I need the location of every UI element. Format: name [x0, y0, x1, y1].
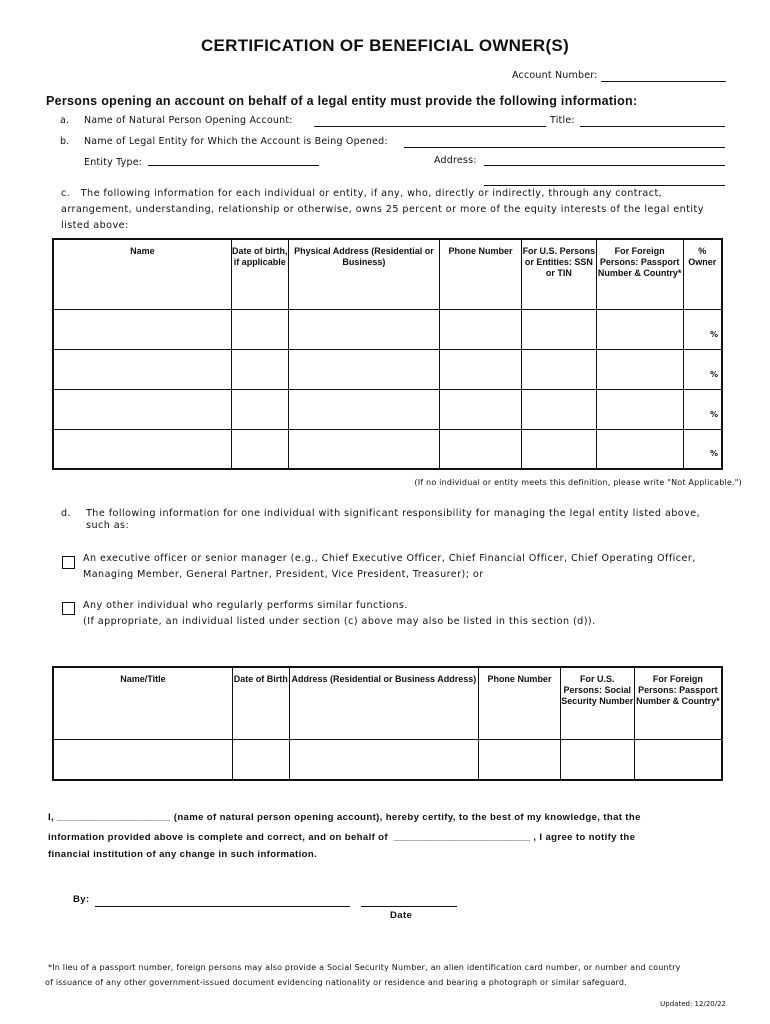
other-individual-checkbox[interactable] — [62, 602, 75, 615]
header-address: Address (Residential or Business Address) — [289, 667, 478, 739]
cell-name-title[interactable] — [53, 739, 232, 780]
table-row — [53, 309, 722, 349]
header-passport: For Foreign Persons: Passport Number & Country* — [634, 667, 722, 739]
beneficial-owners-table — [52, 238, 723, 470]
date-field[interactable] — [361, 906, 457, 907]
cell-dob[interactable] — [231, 349, 288, 389]
header-physical-address: Physical Address (Residential or Business) — [288, 239, 440, 309]
table-header-row — [53, 667, 722, 739]
cell-phone[interactable] — [440, 349, 522, 389]
cell-dob[interactable] — [231, 429, 288, 469]
section-b-marker: b. — [60, 136, 70, 147]
legal-entity-field[interactable] — [404, 147, 725, 148]
cell-phone[interactable] — [440, 429, 522, 469]
table-header-row — [53, 239, 722, 309]
cell-passport[interactable] — [596, 309, 683, 349]
account-number-label: Account Number: — [512, 70, 598, 81]
title-label: Title: — [550, 115, 575, 126]
cell-name[interactable] — [53, 389, 231, 429]
footnote-line1: *In lieu of a passport number, foreign persons may also provide a Social Security Number, an alien identification card number, or number and country — [48, 963, 681, 972]
certification-line2: information provided above is complete and correct, and on behalf of ________________________ , I agree to notify the — [48, 832, 636, 843]
cell-phone[interactable] — [440, 389, 522, 429]
by-label: By: — [73, 894, 90, 905]
section-c-line1: c. The following information for each individual or entity, if any, who, directly or indirectly, through any contract, — [61, 188, 663, 199]
address-field[interactable] — [484, 165, 725, 166]
cell-percent[interactable]: % — [683, 389, 722, 429]
signature-field[interactable] — [95, 906, 350, 907]
entity-type-field[interactable] — [148, 165, 319, 166]
control-person-table — [52, 666, 723, 781]
cell-ssn[interactable] — [521, 389, 596, 429]
cell-passport[interactable] — [596, 429, 683, 469]
cell-passport[interactable] — [596, 389, 683, 429]
cell-address[interactable] — [288, 389, 440, 429]
table-row — [53, 429, 722, 469]
cell-dob[interactable] — [231, 389, 288, 429]
natural-person-field[interactable] — [314, 126, 546, 127]
section-a-marker: a. — [60, 115, 70, 126]
cell-dob[interactable] — [232, 739, 289, 780]
executive-officer-checkbox[interactable] — [62, 556, 75, 569]
cell-name[interactable] — [53, 309, 231, 349]
main-heading: Persons opening an account on behalf of a legal entity must provide the following information: — [46, 94, 638, 108]
section-c-line2: arrangement, understanding, relationship or otherwise, owns 25 percent or more of the equity interests of the legal entity — [61, 204, 704, 215]
option2-line1: Any other individual who regularly performs similar functions. — [83, 600, 408, 611]
cell-address[interactable] — [289, 739, 478, 780]
title-field[interactable] — [580, 126, 725, 127]
cell-ssn[interactable] — [560, 739, 634, 780]
entity-type-label: Entity Type: — [84, 157, 143, 168]
cell-ssn[interactable] — [521, 429, 596, 469]
table-row — [53, 349, 722, 389]
account-number-field[interactable] — [601, 81, 726, 82]
table-row — [53, 739, 722, 780]
section-d-line1: The following information for one individual with significant responsibility for managing the legal entity listed above, — [86, 508, 701, 519]
certification-line3: financial institution of any change in such information. — [48, 849, 318, 860]
cell-dob[interactable] — [231, 309, 288, 349]
header-passport: For Foreign Persons: Passport Number & Country* — [596, 239, 683, 309]
header-ssn-tin: For U.S. Persons or Entities: SSN or TIN — [521, 239, 596, 309]
certification-line1: I, ____________________ (name of natural person opening account), hereby certify, to the best of my knowledge, that the — [48, 812, 641, 823]
cell-ssn[interactable] — [521, 309, 596, 349]
section-d-marker: d. — [61, 508, 72, 519]
section-c-line3: listed above: — [61, 220, 129, 231]
cell-phone[interactable] — [479, 739, 561, 780]
option1-line1: An executive officer or senior manager (e.g., Chief Executive Officer, Chief Financial Officer, Chief Operating Officer, — [83, 553, 696, 564]
header-percent-owner: % Owner — [683, 239, 722, 309]
option1-line2: Managing Member, General Partner, President, Vice President, Treasurer); or — [83, 569, 484, 580]
cell-name[interactable] — [53, 429, 231, 469]
option2-line2: (If appropriate, an individual listed under section (c) above may also be listed in this section (d)). — [83, 616, 596, 627]
cell-percent[interactable]: % — [683, 349, 722, 389]
header-name: Name — [53, 239, 231, 309]
natural-person-label: Name of Natural Person Opening Account: — [84, 115, 293, 126]
cell-ssn[interactable] — [521, 349, 596, 389]
cell-phone[interactable] — [440, 309, 522, 349]
section-d-line2: such as: — [86, 520, 130, 531]
updated-date: Updated: 12/20/22 — [660, 1000, 726, 1008]
cell-passport[interactable] — [634, 739, 722, 780]
page-title: CERTIFICATION OF BENEFICIAL OWNER(S) — [200, 36, 570, 55]
cell-address[interactable] — [288, 349, 440, 389]
legal-entity-label: Name of Legal Entity for Which the Account is Being Opened: — [84, 136, 388, 147]
address-label: Address: — [434, 155, 477, 166]
cell-passport[interactable] — [596, 349, 683, 389]
cell-percent[interactable]: % — [683, 309, 722, 349]
header-name-title: Name/Title — [53, 667, 232, 739]
cell-address[interactable] — [288, 309, 440, 349]
not-applicable-note: (If no individual or entity meets this definition, please write "Not Applicable.") — [414, 478, 742, 487]
header-dob: Date of Birth — [232, 667, 289, 739]
cell-address[interactable] — [288, 429, 440, 469]
header-phone: Phone Number — [440, 239, 522, 309]
cell-percent[interactable]: % — [683, 429, 722, 469]
header-ssn: For U.S. Persons: Social Security Number — [560, 667, 634, 739]
cell-name[interactable] — [53, 349, 231, 389]
table-row — [53, 389, 722, 429]
footnote-line2: of issuance of any other government-issued document evidencing nationality or residence and bearing a photograph or similar safeguard. — [45, 978, 627, 987]
date-label: Date — [390, 910, 413, 921]
header-dob: Date of birth, if applicable — [231, 239, 288, 309]
header-phone: Phone Number — [479, 667, 561, 739]
